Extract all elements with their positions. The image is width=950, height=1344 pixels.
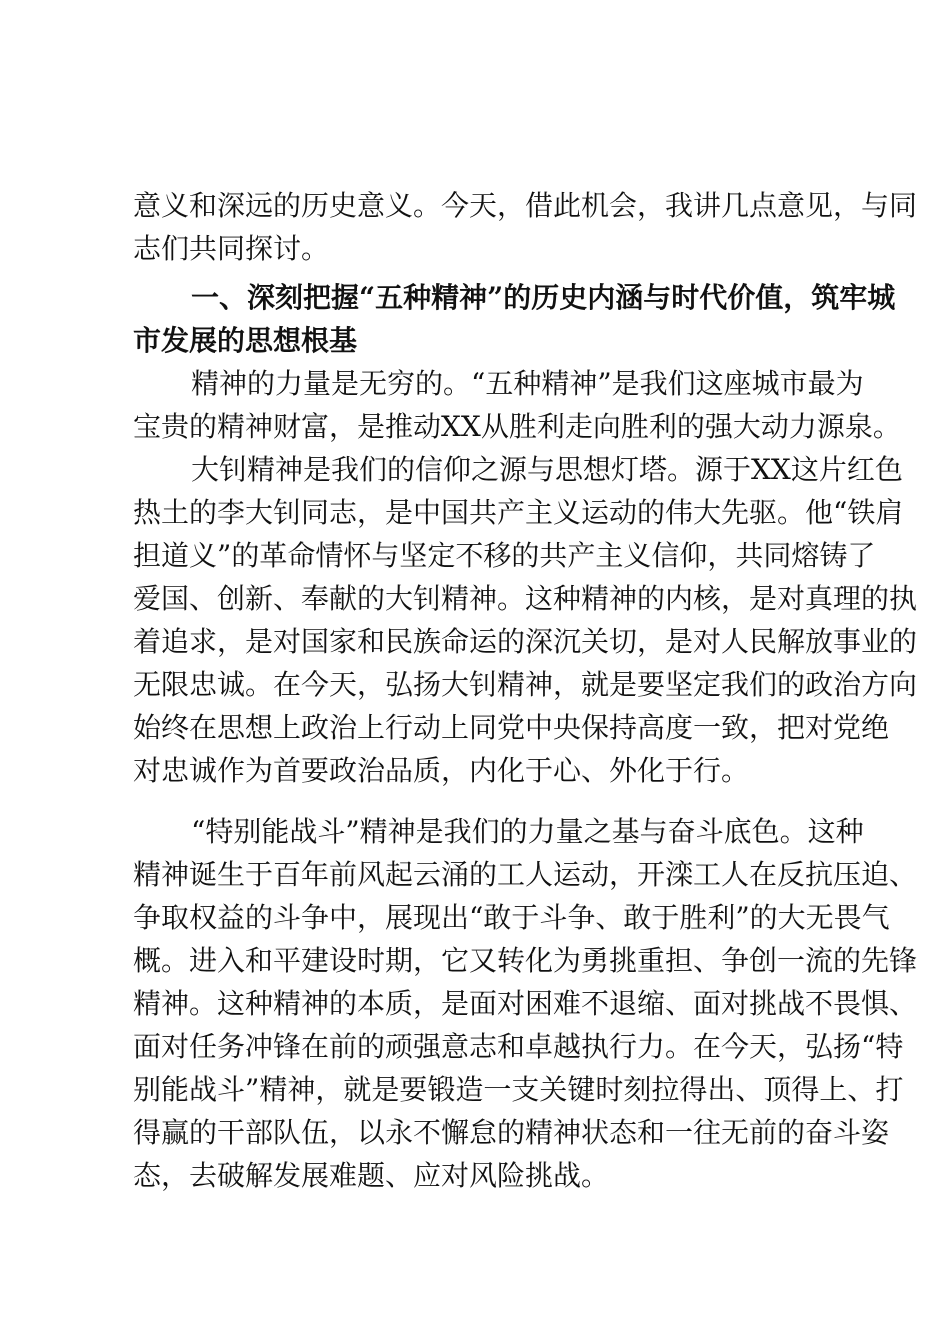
text-line: 担道义”的革命情怀与坚定不移的共产主义信仰，共同熔铸了: [133, 539, 876, 572]
text-line: 得赢的干部队伍，以永不懈怠的精神状态和一往无前的奋斗姿: [133, 1116, 890, 1149]
text-line: 始终在思想上政治上行动上同党中央保持高度一致，把对党绝: [133, 711, 890, 744]
text-line: 面对任务冲锋在前的顽强意志和卓越执行力。在今天，弘扬“特: [133, 1030, 904, 1063]
text-line: 别能战斗”精神，就是要锻造一支关键时刻拉得出、顶得上、打: [133, 1073, 904, 1106]
heading-line: 一、深刻把握“五种精神”的历史内涵与时代价值，筑牢城: [191, 281, 896, 314]
text-line: 态，去破解发展难题、应对风险挑战。: [133, 1159, 610, 1192]
text-line: 大钊精神是我们的信仰之源与思想灯塔。源于XX这片红色: [191, 453, 903, 486]
paragraph-dazhao-spirit: [133, 448, 918, 792]
text-line: 志们共同探讨。: [133, 232, 330, 265]
section-heading: [133, 276, 896, 362]
text-line: 宝贵的精神财富，是推动XX从胜利走向胜利的强大动力源泉。: [133, 410, 901, 443]
text-line: 争取权益的斗争中，展现出“敢于斗争、敢于胜利”的大无畏气: [133, 901, 890, 934]
text-line: 精神。这种精神的本质，是面对困难不退缩、面对挑战不畏惧、: [133, 987, 918, 1020]
text-line: 精神诞生于百年前风起云涌的工人运动，开滦工人在反抗压迫、: [133, 858, 918, 891]
paragraph-five-spirits: [133, 362, 901, 448]
text-line: 无限忠诚。在今天，弘扬大钊精神，就是要坚定我们的政治方向: [133, 668, 918, 701]
text-line: 着追求，是对国家和民族命运的深沉关切，是对人民解放事业的: [133, 625, 918, 658]
paragraph-intro-end: [133, 184, 918, 270]
heading-line: 市发展的思想根基: [133, 324, 358, 357]
text-line: “特别能战斗”精神是我们的力量之基与奋斗底色。这种: [191, 815, 864, 848]
text-line: 热土的李大钊同志，是中国共产主义运动的伟大先驱。他“铁肩: [133, 496, 904, 529]
text-line: 爱国、创新、奉献的大钊精神。这种精神的内核，是对真理的执: [133, 582, 918, 615]
paragraph-fighting-spirit: [133, 810, 918, 1197]
text-line: 概。进入和平建设时期，它又转化为勇挑重担、争创一流的先锋: [133, 944, 918, 977]
text-line: 精神的力量是无穷的。“五种精神”是我们这座城市最为: [191, 367, 864, 400]
text-line: 对忠诚作为首要政治品质，内化于心、外化于行。: [133, 754, 750, 787]
text-line: 意义和深远的历史意义。今天，借此机会，我讲几点意见，与同: [133, 189, 918, 222]
